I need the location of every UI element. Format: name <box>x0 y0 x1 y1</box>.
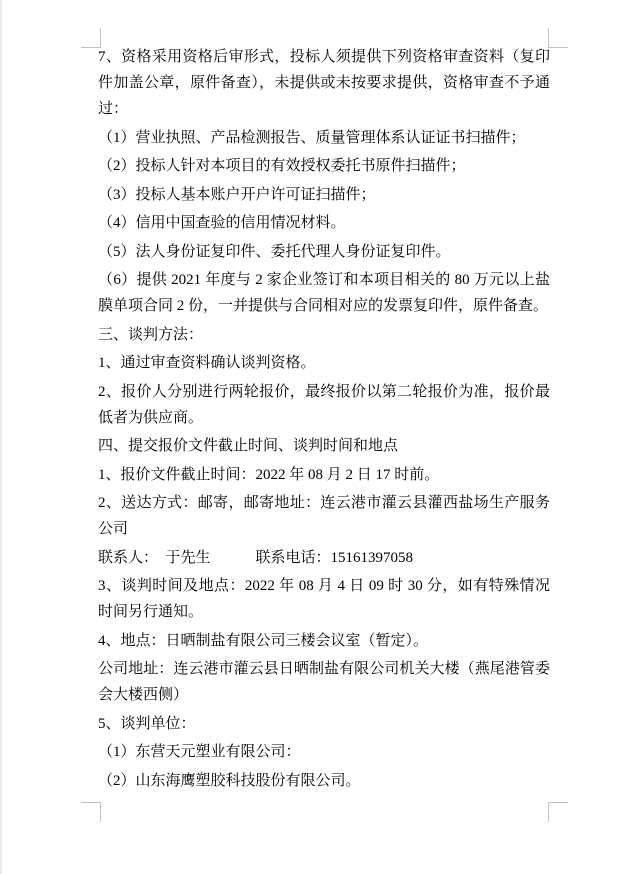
document-body <box>98 44 550 796</box>
list-item-1-business-license: （1）营业执照、产品检测报告、质量管理体系认证证书扫描件； <box>98 129 526 146</box>
item-3-negotiation-time: 3、谈判时间及地点：2022 年 08 月 4 日 09 时 30 分，如有特殊情况时间另行通知。 <box>98 578 550 620</box>
item-2-delivery-method-address: 2、送达方式：邮寄，邮寄地址：连云港市灌云县灌西盐场生产服务公司 <box>98 495 550 537</box>
paragraph-7-qualification-review: 7、资格采用资格后审形式，投标人须提供下列资格审查资料（复印件加盖公章，原件备查），未提供或未按要求提供，资格审查不予通过： <box>98 49 550 117</box>
list-item-2-authorization-letter: （2）投标人针对本项目的有效授权委托书原件扫描件； <box>98 158 466 174</box>
page-left-edge <box>0 0 2 874</box>
list-item-3-bank-account-permit: （3）投标人基本账户开户许可证扫描件； <box>98 186 376 203</box>
unit-2-shandong-haiying: （2）山东海鹰塑胶科技股份有限公司。 <box>98 772 361 789</box>
contact-person-phone-line: 联系人： 于先生 联系电话：15161397058 <box>98 549 414 566</box>
heading-4-deadline-time-place: 四、提交报价文件截止时间、谈判时间和地点 <box>98 438 399 454</box>
item-2-two-round-quotation: 2、报价人分别进行两轮报价，最终报价以第二轮报价为准，报价最低者为供应商。 <box>98 383 550 426</box>
list-item-6-contracts-invoices: （6）提供 2021 年度与 2 家企业签订和本项目相关的 80 万元以上盐膜单项合同 2 份，一并提供与合同相对应的发票复印件，原件备查。 <box>98 272 550 314</box>
item-4-location: 4、地点：日晒制盐有限公司三楼会议室（暂定）。 <box>98 632 429 649</box>
item-1-confirm-qualification: 1、通过审查资料确认谈判资格。 <box>98 355 316 371</box>
item-5-negotiation-units-heading: 5、谈判单位： <box>98 715 196 732</box>
company-address-line: 公司地址：连云港市灌云县日晒制盐有限公司机关大楼（燕尾港管委会大楼西侧） <box>98 661 550 703</box>
list-item-5-id-copies: （5）法人身份证复印件、委托代理人身份证复印件。 <box>98 243 451 260</box>
margin-crop-mark-bottom-right <box>548 802 568 822</box>
margin-crop-mark-bottom-left <box>81 802 101 822</box>
item-1-quotation-deadline: 1、报价文件截止时间：2022 年 08 月 2 日 17 时前。 <box>98 466 440 483</box>
heading-3-negotiation-method: 三、谈判方法： <box>98 326 204 343</box>
list-item-4-credit-china-material: （4）信用中国查验的信用情况材料。 <box>98 215 346 231</box>
unit-1-dongying-tianyuan: （1）东营天元塑业有限公司： <box>98 744 301 760</box>
margin-crop-mark-top-right <box>548 28 568 48</box>
